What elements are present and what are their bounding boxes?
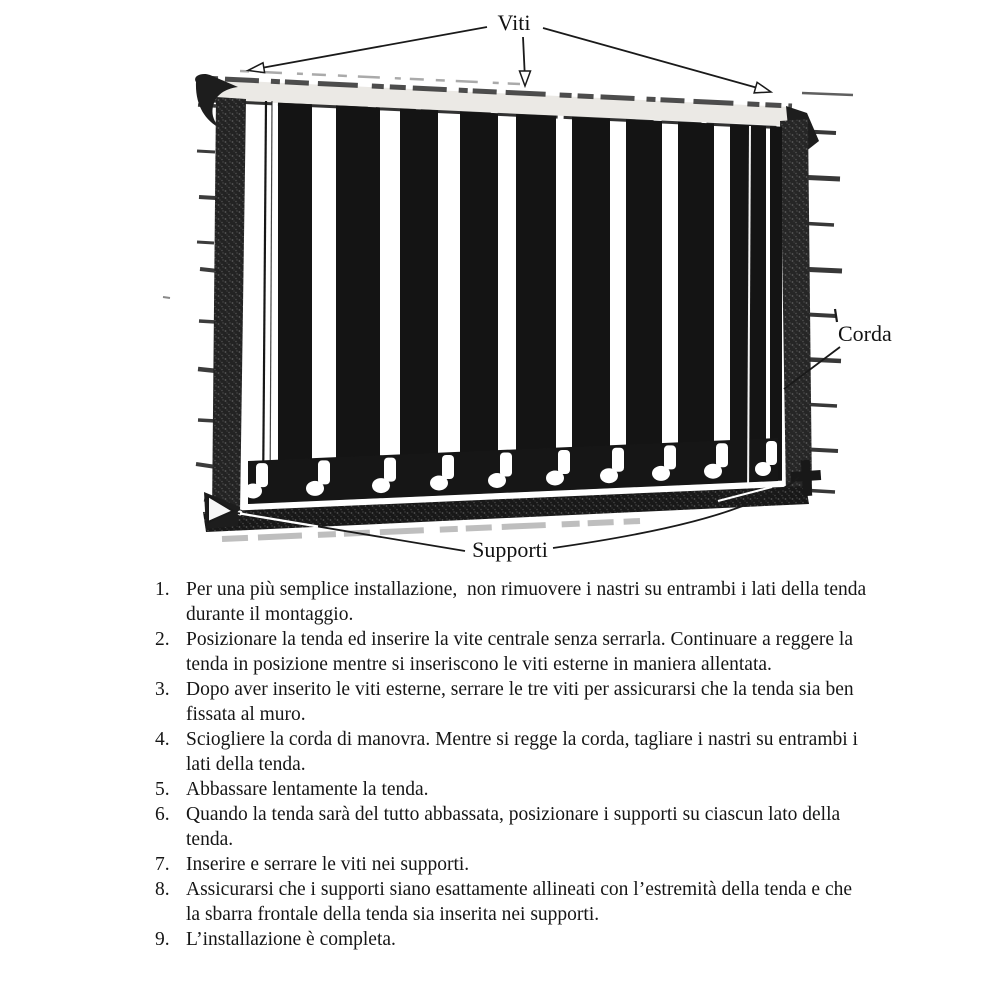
- viti-leader-left: [264, 27, 487, 68]
- installation-steps: [155, 577, 872, 952]
- step-text: L’installazione è completa.: [186, 929, 396, 950]
- step-text: Inserire e serrare le viti nei supporti.: [186, 854, 470, 875]
- step-number: 5.: [155, 779, 170, 800]
- step-item: [155, 627, 867, 677]
- step-number: 9.: [155, 929, 170, 950]
- step-item: [155, 577, 872, 627]
- blind-left-edge: [212, 97, 246, 516]
- viti-leader-right: [543, 28, 756, 88]
- step-item: [155, 877, 867, 927]
- step-text: Per una più semplice installazione, non rimuovere i nastri su entrambi i lati della tenda durante il montaggio.: [186, 579, 872, 625]
- step-number: 3.: [155, 679, 170, 700]
- viti-arrowhead-center: [520, 71, 531, 86]
- step-item: [155, 727, 867, 777]
- step-text: Posizionare la tenda ed inserire la vite centrale senza serrarla. Continuare a reggere la tenda in posizione mentre si inseriscono le viti esterne in maniera allentata.: [186, 629, 858, 675]
- viti-arrowhead-right: [754, 82, 771, 93]
- step-text: Assicurarsi che i supporti siano esattamente allineati con l’estremità della tenda e che la sbarra frontale della tenda sia inserita nei supporti.: [186, 879, 857, 925]
- supporti-label: Supporti: [472, 537, 548, 562]
- step-text: Abbassare lentamente la tenda.: [186, 779, 429, 800]
- step-number: 4.: [155, 729, 170, 750]
- viti-leader-center: [523, 37, 525, 71]
- viti-annotation: [248, 10, 771, 93]
- blind-right-edge: [780, 119, 812, 496]
- step-text: Sciogliere la corda di manovra. Mentre si regge la corda, tagliare i nastri su entrambi i lati della tenda.: [186, 729, 863, 775]
- step-text: Quando la tenda sarà del tutto abbassata, posizionare i supporti su ciascun lato della tenda.: [186, 804, 846, 850]
- step-item: [155, 802, 867, 852]
- viti-arrowhead-left: [248, 63, 265, 73]
- step-item: [155, 677, 867, 727]
- step-number: 6.: [155, 804, 170, 825]
- viti-label: Viti: [497, 10, 531, 35]
- step-number: 2.: [155, 629, 170, 650]
- siding-lines-left: [163, 105, 218, 502]
- step-item: [155, 852, 867, 877]
- step-number: 7.: [155, 854, 170, 875]
- step-text: Dopo aver inserito le viti esterne, serrare le tre viti per assicurarsi che la tenda sia ben fissata al muro.: [186, 679, 859, 725]
- step-number: 8.: [155, 879, 170, 900]
- corda-label: Corda: [838, 321, 892, 346]
- left-cord-line: [263, 101, 272, 503]
- step-number: 1.: [155, 579, 170, 600]
- step-item: [155, 927, 867, 952]
- step-item: [155, 777, 867, 802]
